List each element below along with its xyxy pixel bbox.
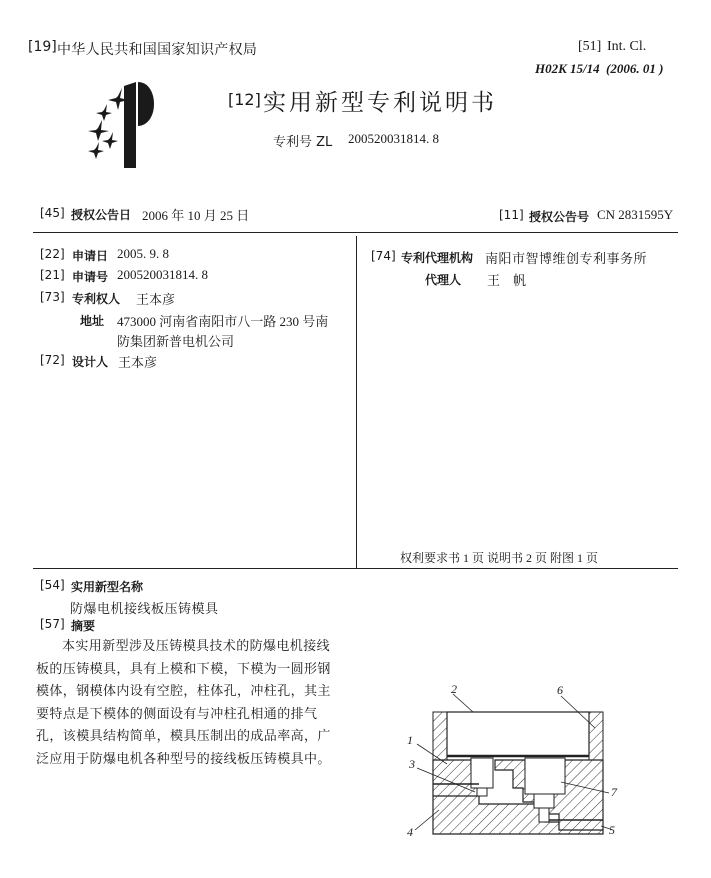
figure-label-3: 3 [409, 757, 415, 771]
pub-number-label: 授权公告号 [529, 210, 590, 224]
app-number-label: 申请号 [72, 270, 109, 284]
filing-date-code: [22] [40, 247, 65, 261]
utility-model-title: 防爆电机接线板压铸模具 [70, 601, 219, 616]
filing-date-label: 申请日 [72, 249, 109, 263]
info-top-rule [33, 232, 678, 233]
holder-label: 专利权人 [72, 292, 121, 306]
agency-name: 南阳市智博维创专利事务所 [485, 251, 648, 266]
figure-label-5: 5 [609, 823, 615, 837]
agent-label: 代理人 [425, 273, 462, 287]
upper-die-right-wall [589, 712, 603, 760]
upper-die-left-wall [433, 712, 447, 760]
doc-type-code: [12] [228, 90, 261, 109]
page-counts: 权利要求书 1 页 说明书 2 页 附图 1 页 [400, 551, 599, 565]
abstract-code: [57] [40, 617, 65, 631]
figure-label-1: 1 [407, 733, 413, 747]
patent-number: 200520031814. 8 [348, 131, 439, 146]
agent-name: 王 帆 [487, 273, 527, 288]
grant-date: 2006 年 10 月 25 日 [142, 208, 250, 223]
abstract-line: 本实用新型涉及压铸模具技术的防爆电机接线 [62, 639, 331, 654]
app-number-code: [21] [40, 268, 65, 282]
address-line-1: 473000 河南省南阳市八一路 230 号南 [117, 314, 329, 329]
office-name: 中华人民共和国国家知识产权局 [57, 42, 258, 58]
title-code: [54] [40, 578, 65, 592]
figure-label-2: 2 [451, 682, 457, 696]
app-number: 200520031814. 8 [117, 267, 208, 282]
designer-code: [72] [40, 353, 65, 367]
patent-office-emblem-icon [76, 78, 172, 174]
abstract-line: 泛应用于防爆电机各种型号的接线板压铸模具中。 [36, 751, 331, 767]
abstract-line: 孔，该模具结构简单，模具压制出的成品率高，广 [36, 729, 331, 744]
designer-name: 王本彦 [118, 355, 158, 370]
abstract-line: 要特点是下模体的侧面设有与冲柱孔相通的排气 [36, 706, 318, 722]
agency-code: [74] [371, 249, 396, 263]
abstract-text [36, 636, 378, 771]
figure-label-6: 6 [557, 683, 563, 697]
mold-cross-section-figure [395, 680, 695, 848]
document-type-title: 实用新型专利说明书 [263, 90, 497, 116]
int-cl-label: Int. Cl. [607, 39, 647, 54]
abstract-label: 摘要 [71, 619, 96, 633]
int-cl-value: H02K 15/14 [535, 61, 600, 76]
patent-number-label: 专利号 ZL [273, 135, 333, 150]
title-label: 实用新型名称 [71, 580, 144, 594]
designer-label: 设计人 [72, 355, 109, 369]
info-bottom-rule [33, 568, 678, 569]
figure-label-7: 7 [611, 785, 617, 799]
pub-number-code: [11] [499, 208, 524, 222]
address-line-2: 防集团新普电机公司 [117, 334, 235, 349]
int-cl-code: [51] [578, 39, 602, 54]
pub-number: CN 2831595Y [597, 207, 674, 222]
abstract-line: 板的压铸模具，具有上模和下模，下模为一圆形钢 [36, 661, 331, 677]
address-label: 地址 [80, 314, 105, 328]
grant-date-code: [45] [40, 206, 65, 220]
holder-code: [73] [40, 290, 65, 304]
filing-date: 2005. 9. 8 [117, 246, 169, 261]
upper-die [447, 712, 589, 756]
int-cl-date: (2006. 01 ) [606, 61, 664, 76]
grant-date-label: 授权公告日 [71, 208, 132, 222]
agency-label: 专利代理机构 [401, 251, 474, 265]
abstract-line: 模体，钢模体内设有空腔，柱体孔，冲柱孔，其主 [36, 684, 331, 699]
info-column-divider [356, 236, 357, 568]
lower-die-body [433, 760, 603, 834]
office-code: [19] [28, 39, 57, 55]
figure-label-4: 4 [407, 825, 413, 839]
holder-name: 王本彦 [136, 292, 176, 307]
